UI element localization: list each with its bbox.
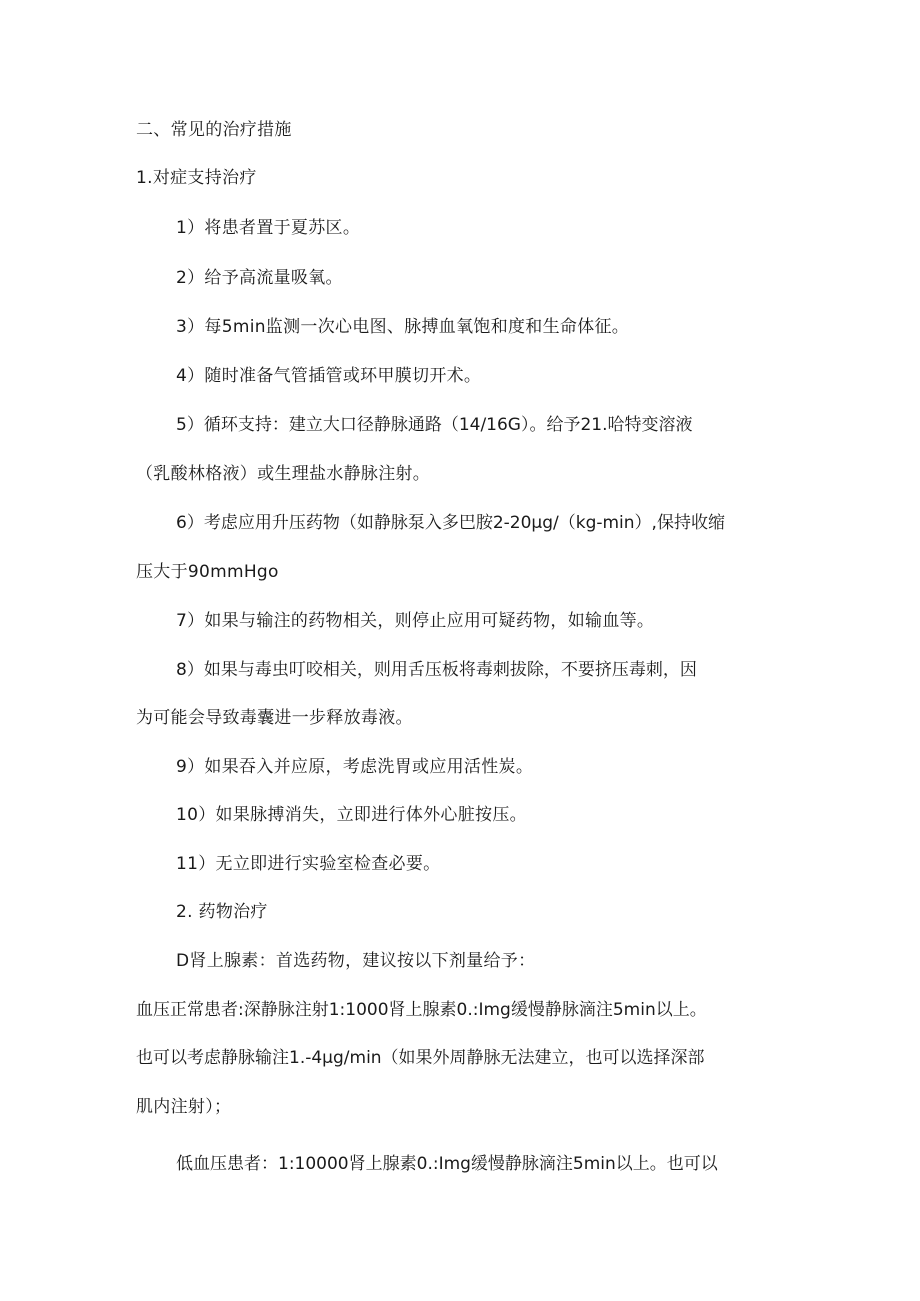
list-item: 4）随时准备气管插管或环甲膜切开术。 [176, 366, 482, 386]
list-item: 10）如果脉搏消失，立即进行体外心脏按压。 [176, 805, 527, 825]
list-item: 7）如果与输注的药物相关，则停止应用可疑药物，如输血等。 [176, 611, 655, 631]
list-item: 2）给予高流量吸氧。 [176, 268, 343, 288]
paragraph: D肾上腺素：首选药物，建议按以下剂量给予： [176, 951, 536, 971]
list-item-continuation: （乳酸林格液）或生理盐水静脉注射。 [136, 464, 431, 484]
list-item: 9）如果吞入并应原，考虑洗胃或应用活性炭。 [176, 757, 534, 777]
list-item: 11）无立即进行实验室检查必要。 [176, 854, 441, 874]
paragraph: 也可以考虑静脉输注1.-4μg/min（如果外周静脉无法建立，也可以选择深部 [136, 1048, 705, 1068]
paragraph: 血压正常患者:深静脉注射1:1000肾上腺素0.:Img缓慢静脉滴注5min以上。 [136, 1000, 707, 1020]
list-item: 6）考虑应用升压药物（如静脉泵入多巴胺2-20μg∕（kg-min）,保持收缩 [176, 513, 725, 533]
list-item-continuation: 压大于90mmHgo [136, 562, 279, 582]
subsection-heading: 2. 药物治疗 [176, 902, 268, 922]
section-heading: 二、常见的治疗措施 [136, 120, 292, 140]
list-item: 1）将患者置于夏苏区。 [176, 218, 361, 238]
list-item: 8）如果与毒虫叮咬相关，则用舌压板将毒刺拔除，不要挤压毒刺，因 [176, 660, 697, 680]
list-item: 5）循环支持：建立大口径静脉通路（14/16G）。给予21.哈特变溶液 [176, 415, 693, 435]
paragraph: 低血压患者：1:10000肾上腺素0.:Img缓慢静脉滴注5min以上。也可以 [176, 1154, 718, 1174]
list-item: 3）每5min监测一次心电图、脉搏血氧饱和度和生命体征。 [176, 317, 630, 337]
list-item-continuation: 为可能会导致毒囊进一步释放毒液。 [136, 708, 413, 728]
paragraph-continuation: 肌内注射）； [136, 1097, 232, 1117]
subsection-heading: 1.对症支持治疗 [136, 168, 257, 188]
